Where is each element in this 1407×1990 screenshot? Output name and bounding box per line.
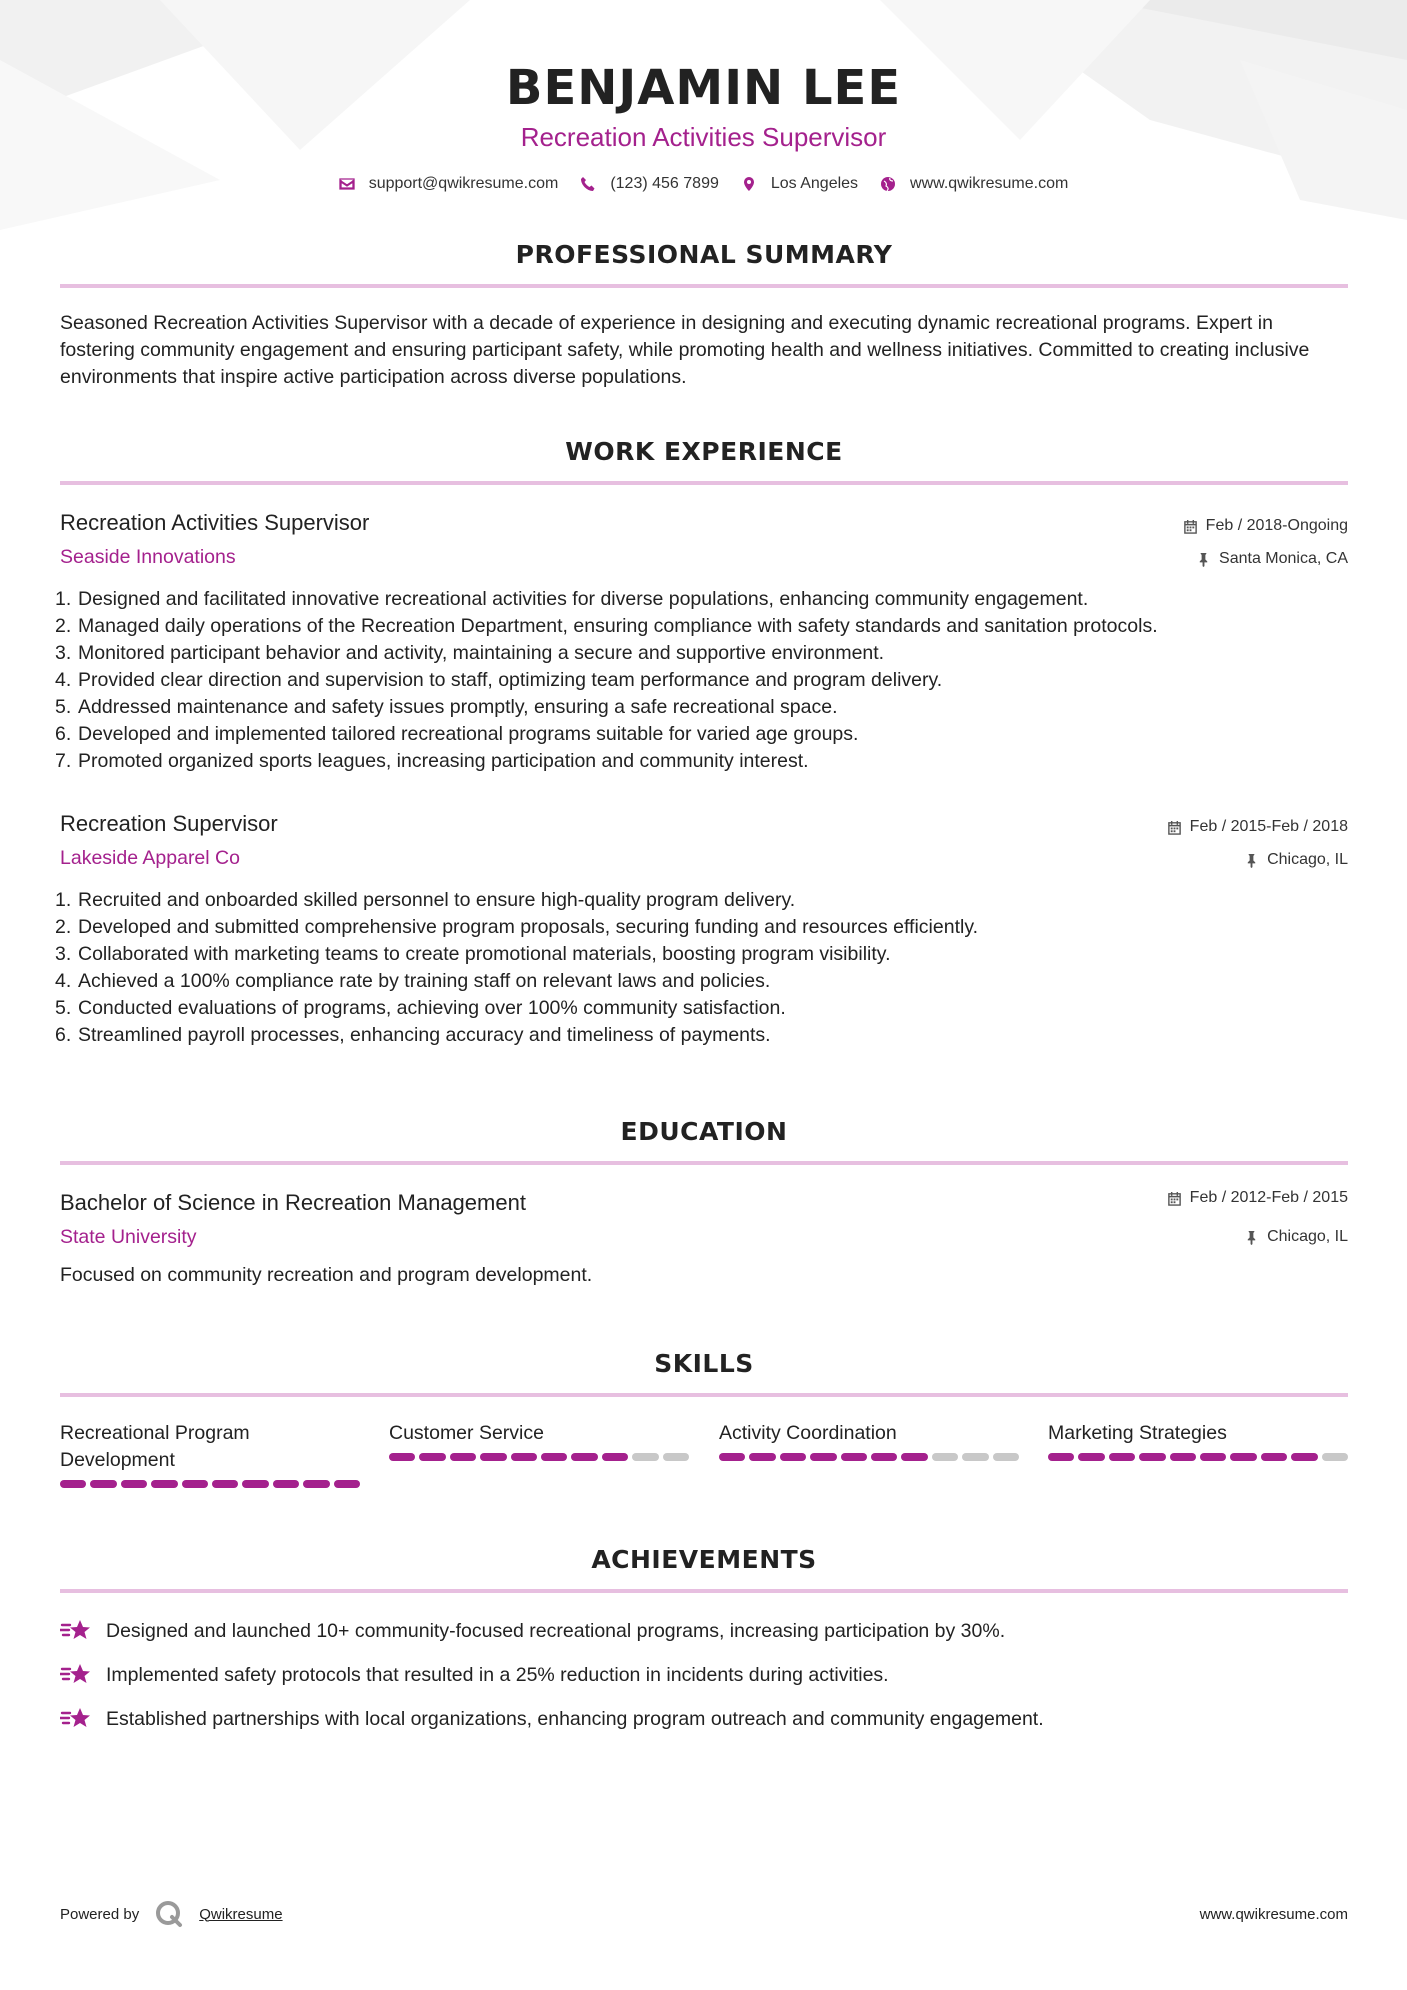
skill-level-segment [1139,1453,1165,1461]
skill-level-segment [273,1480,299,1488]
section-divider [60,481,1348,485]
skill-level-segment [749,1453,775,1461]
calendar-icon [1183,519,1198,534]
contact-location [741,175,858,193]
skill-level-segment [90,1480,116,1488]
skill-level-bar [389,1453,689,1461]
education-dates [1167,1189,1348,1207]
skill-level-segment [182,1480,208,1488]
phone-icon [580,176,596,192]
skill-name: Recreational Program Development [60,1422,250,1471]
skill-level-segment [780,1453,806,1461]
achievements-heading: ACHIEVEMENTS [591,1545,817,1574]
location-text: Chicago, IL [1267,1228,1348,1245]
education-location [1244,1228,1348,1246]
job-title: Recreation Supervisor [60,811,278,836]
skill-level-segment [151,1480,177,1488]
skills-heading: SKILLS [654,1349,754,1378]
location-text: Santa Monica, CA [1219,550,1348,567]
skill-level-segment [602,1453,628,1461]
skill-level-segment [932,1453,958,1461]
list-item: 7. Promoted organized sports leagues, increasing participation and community interest. [55,750,809,772]
skill-item [1048,1420,1348,1461]
summary-text: Seasoned Recreation Activities Supervisor with a decade of experience in designing and executing dynamic recreational programs. Expert in fostering community engagement and ensuring participant safety, while promoting health and wellness initiatives. Committed to creating inclusive environments that inspire active participation across diverse populations. [60,312,1310,388]
list-item: 5. Addressed maintenance and safety issues promptly, ensuring a safe recreational space. [55,696,838,718]
skill-level-segment [242,1480,268,1488]
skill-item [60,1420,360,1488]
job-dates [1183,517,1348,535]
experience-heading: WORK EXPERIENCE [565,437,843,466]
skill-level-segment [541,1453,567,1461]
company-name: Lakeside Apparel Co [60,847,240,869]
calendar-icon [1167,820,1182,835]
section-divider [60,1589,1348,1593]
achievement-item [60,1661,889,1689]
phone-text: (123) 456 7899 [610,175,719,192]
globe-icon [880,176,896,192]
skill-level-segment [632,1453,658,1461]
location-text: Los Angeles [770,175,859,192]
skill-level-segment [1322,1453,1348,1461]
calendar-icon [1167,1191,1182,1206]
pushpin-icon [1244,853,1259,868]
summary-heading: PROFESSIONAL SUMMARY [515,240,893,269]
location-text: Chicago, IL [1267,851,1348,868]
skill-level-bar [1048,1453,1348,1461]
section-divider [60,1161,1348,1165]
skill-level-segment [212,1480,238,1488]
contact-bar [0,175,1407,193]
degree-title: Bachelor of Science in Recreation Management [60,1190,526,1215]
contact-website[interactable] [880,175,1068,193]
map-pin-icon [741,176,757,192]
skill-level-segment [1200,1453,1226,1461]
candidate-role: Recreation Activities Supervisor [520,122,887,152]
skill-level-segment [1109,1453,1135,1461]
footer-powered-by [60,1900,283,1928]
achievement-text: Established partnerships with local organizations, enhancing program outreach and community engagement. [106,1707,1044,1730]
skill-level-bar [719,1453,1019,1461]
list-item: 1. Designed and facilitated innovative recreational activities for diverse populations, enhancing community engagement. [55,588,1089,610]
list-item: 2. Developed and submitted comprehensive program proposals, securing funding and resources efficiently. [55,916,979,938]
list-item: 4. Provided clear direction and supervision to staff, optimizing team performance and program delivery. [55,669,943,691]
school-name: State University [60,1226,197,1248]
skill-level-segment [303,1480,329,1488]
shooting-star-icon [60,1617,92,1645]
skill-name: Activity Coordination [719,1422,897,1444]
website-text: www.qwikresume.com [910,175,1069,192]
job-title: Recreation Activities Supervisor [60,510,370,535]
skill-level-segment [993,1453,1019,1461]
education-note: Focused on community recreation and program development. [60,1264,593,1286]
skill-level-segment [871,1453,897,1461]
section-divider [60,284,1348,288]
skill-level-segment [511,1453,537,1461]
skill-level-segment [1261,1453,1287,1461]
list-item: 6. Developed and implemented tailored recreational programs suitable for varied age groups. [55,723,859,745]
list-item: 3. Monitored participant behavior and activity, maintaining a secure and supportive environment. [55,642,885,664]
skill-level-segment [1078,1453,1104,1461]
skill-item [719,1420,1019,1461]
dates-text: Feb / 2018-Ongoing [1205,517,1348,534]
achievement-text: Implemented safety protocols that resulted in a 25% reduction in incidents during activities. [106,1663,889,1686]
skill-level-segment [901,1453,927,1461]
achievement-item [60,1617,1005,1645]
contact-phone[interactable] [580,175,719,193]
skill-item [389,1420,689,1461]
dates-text: Feb / 2015-Feb / 2018 [1189,818,1348,835]
powered-by-label: Powered by [60,1905,140,1923]
list-item: 6. Streamlined payroll processes, enhancing accuracy and timeliness of payments. [55,1024,771,1046]
list-item: 1. Recruited and onboarded skilled personnel to ensure high-quality program delivery. [55,889,796,911]
skill-level-segment [841,1453,867,1461]
skill-name: Customer Service [389,1422,544,1444]
skill-level-segment [571,1453,597,1461]
job-bullets [55,887,1345,1049]
job-location [1196,550,1348,568]
skill-level-segment [450,1453,476,1461]
skill-level-bar [60,1480,360,1488]
list-item: 3. Collaborated with marketing teams to create promotional materials, boosting program visibility. [55,943,891,965]
shooting-star-icon [60,1661,92,1689]
qwikresume-logo-icon [155,1900,183,1928]
company-name: Seaside Innovations [60,546,236,568]
contact-email[interactable] [339,175,559,193]
job-dates [1167,818,1348,836]
list-item: 4. Achieved a 100% compliance rate by training staff on relevant laws and policies. [55,970,771,992]
skill-name: Marketing Strategies [1048,1422,1227,1444]
skill-level-segment [480,1453,506,1461]
education-heading: EDUCATION [620,1117,788,1146]
skill-level-segment [60,1480,86,1488]
dates-text: Feb / 2012-Feb / 2015 [1189,1189,1348,1206]
email-text: support@qwikresume.com [368,175,559,192]
job-location [1244,851,1348,869]
brand-link[interactable]: Qwikresume [199,1905,283,1923]
skill-level-segment [1291,1453,1317,1461]
skill-level-segment [962,1453,988,1461]
footer-website[interactable]: www.qwikresume.com [1199,1906,1348,1923]
envelope-icon [339,176,355,192]
list-item: 2. Managed daily operations of the Recreation Department, ensuring compliance with safety standards and sanitation protocols. [55,615,1158,637]
pushpin-icon [1244,1230,1259,1245]
candidate-name: BENJAMIN LEE [505,60,902,116]
shooting-star-icon [60,1705,92,1733]
job-bullets [55,586,1345,775]
achievement-item [60,1705,1044,1733]
skill-level-segment [334,1480,360,1488]
pushpin-icon [1196,552,1211,567]
skill-level-segment [1230,1453,1256,1461]
section-divider [60,1393,1348,1397]
list-item: 5. Conducted evaluations of programs, achieving over 100% community satisfaction. [55,997,786,1019]
skill-level-segment [719,1453,745,1461]
skill-level-segment [810,1453,836,1461]
skill-level-segment [121,1480,147,1488]
skill-level-segment [1048,1453,1074,1461]
skill-level-segment [663,1453,689,1461]
skill-level-segment [419,1453,445,1461]
skill-level-segment [1170,1453,1196,1461]
skill-level-segment [389,1453,415,1461]
achievement-text: Designed and launched 10+ community-focused recreational programs, increasing participation by 30%. [106,1619,1006,1642]
